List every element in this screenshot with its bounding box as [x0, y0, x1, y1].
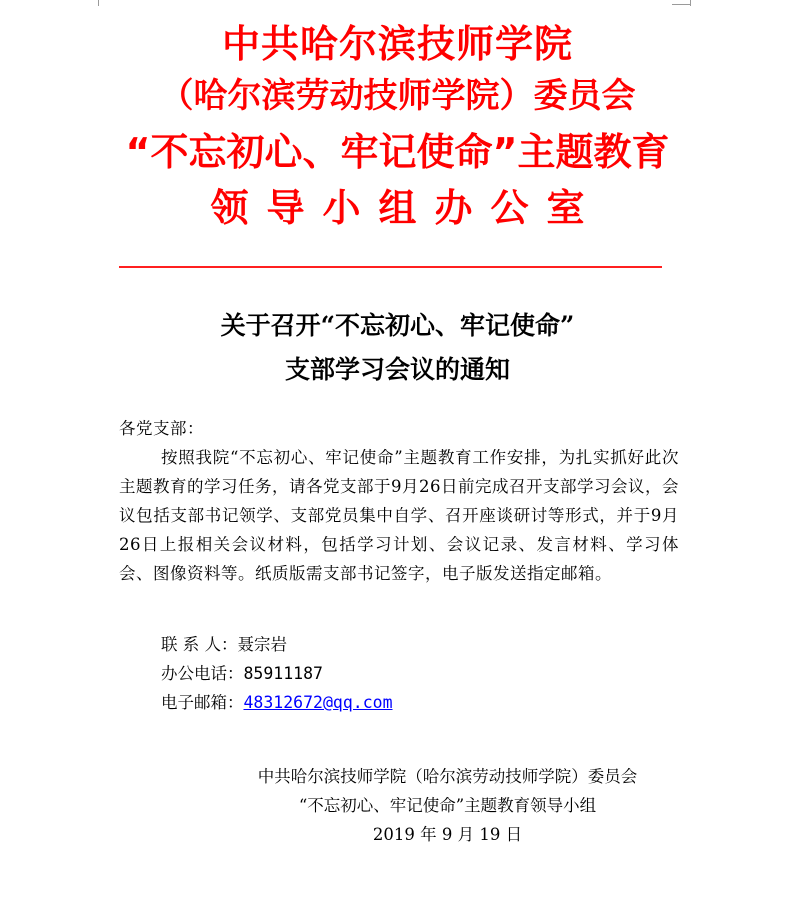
signature-org-line2: “不忘初心、牢记使命”主题教育领导小组: [298, 796, 597, 815]
crop-mark-top-right-horizontal: [672, 4, 690, 5]
signature-date: 2019 年 9 月 19 日: [372, 825, 523, 844]
header-office-name: 领导小组办公室: [210, 186, 603, 230]
crop-mark-top-right-vertical: [690, 0, 691, 6]
signature-org-line1: 中共哈尔滨技师学院（哈尔滨劳动技师学院）委员会: [257, 767, 638, 786]
contact-person-row: [161, 630, 287, 659]
notice-body-paragraph: 按照我院“不忘初心、牢记使命”主题教育工作安排，为扎实抓好此次主题教育的学习任务，请各党支部于9月26日前完成召开支部学习会议，会议包括支部书记领学、支部党员集中自学、召开座谈研讨等形式，并于9月26日上报相关会议材料，包括学习计划、会议记录、发言材料、学习体会、图像资料等。纸质版需支部书记签字，电子版发送指定邮箱。: [119, 448, 679, 583]
contact-person-value: 聂宗岩: [237, 635, 287, 654]
crop-mark-top-left: [98, 0, 99, 6]
contact-phone-label: 办公电话：: [161, 664, 244, 683]
contact-phone-value: 85911187: [243, 664, 323, 683]
contact-email-link[interactable]: 48312672@qq.com: [243, 693, 393, 712]
contact-person-label: 联 系 人：: [161, 635, 238, 654]
contact-email-row: [161, 688, 393, 717]
header-org-subname: （哈尔滨劳动技师学院）委员会: [159, 76, 636, 116]
contact-phone-row: [161, 659, 323, 688]
contact-email-label: 电子邮箱：: [161, 693, 244, 712]
header-org-name: 中共哈尔滨技师学院: [221, 22, 573, 66]
salutation: 各党支部：: [119, 419, 204, 438]
header-campaign-title: “不忘初心、牢记使命”主题教育: [125, 130, 670, 174]
notice-title-line2: 支部学习会议的通知: [284, 355, 510, 384]
red-header-divider: [119, 266, 662, 268]
notice-title-line1: 关于召开“不忘初心、牢记使命”: [220, 311, 575, 340]
